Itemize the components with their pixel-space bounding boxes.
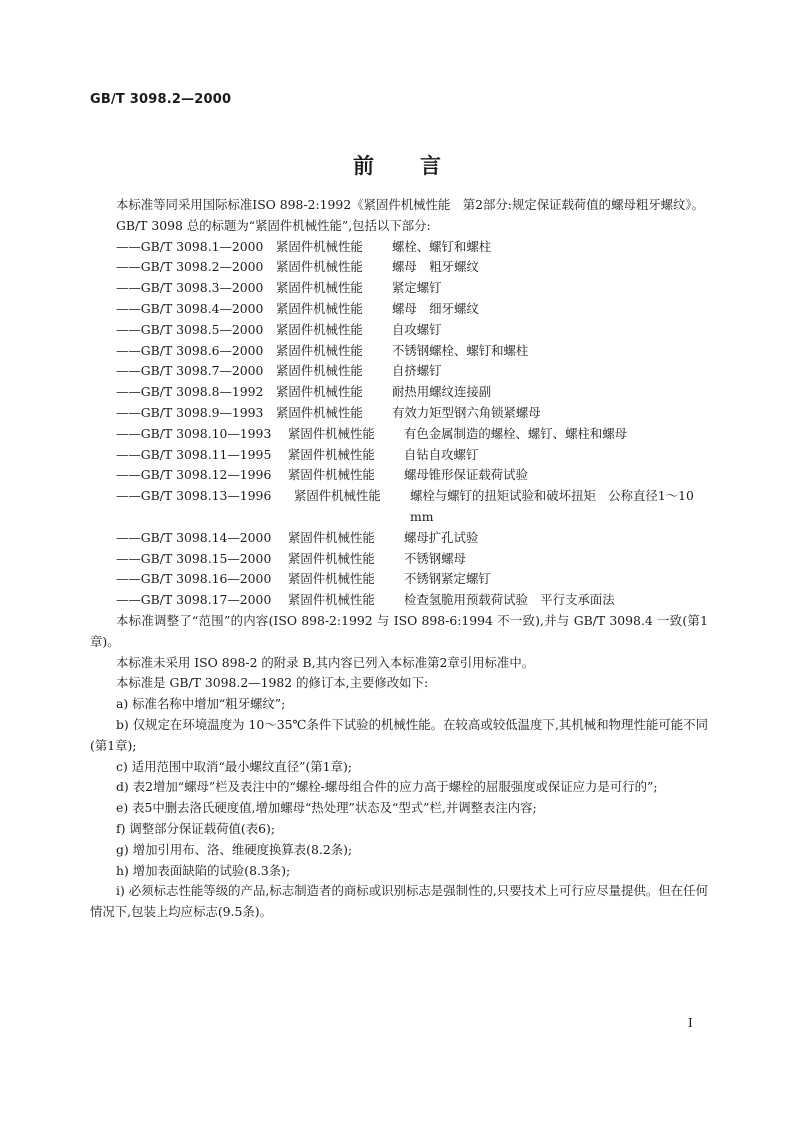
change-item: f) 调整部分保证载荷值(表6); <box>116 820 275 836</box>
part-title: 紧固件机械性能 <box>288 446 375 462</box>
part-title: 紧固件机械性能 <box>276 363 363 379</box>
part-subtitle: 耐热用螺纹连接副 <box>392 384 492 400</box>
part-title: 紧固件机械性能 <box>276 300 363 316</box>
part-title: 紧固件机械性能 <box>276 280 363 296</box>
list-item <box>90 237 708 258</box>
part-subtitle: 螺栓、螺钉和螺柱 <box>392 238 492 254</box>
part-subtitle: 自挤螺钉 <box>392 363 442 379</box>
list-item <box>90 299 708 320</box>
part-code: ——GB/T 3098.14—2000 <box>116 529 272 545</box>
list-item <box>90 403 708 424</box>
part-code: ——GB/T 3098.1—2000 <box>116 238 264 254</box>
part-title: 紧固件机械性能 <box>288 571 375 587</box>
scope-adjust-paragraph: 本标准调整了“范围”的内容(ISO 898-2:1992 与 ISO 898-6:1994 不一致),并与 GB/T 3098.4 一致(第1章)。 <box>90 612 708 649</box>
part-title: 紧固件机械性能 <box>288 550 375 566</box>
part-code: ——GB/T 3098.12—1996 <box>116 467 272 483</box>
list-item <box>90 590 708 611</box>
part-code: ——GB/T 3098.16—2000 <box>116 571 272 587</box>
part-title: 紧固件机械性能 <box>276 259 363 275</box>
part-subtitle: 螺母 粗牙螺纹 <box>392 259 479 275</box>
part-code: ——GB/T 3098.9—1993 <box>116 404 264 420</box>
standard-number-header: GB/T 3098.2—2000 <box>90 92 232 107</box>
part-title: 紧固件机械性能 <box>276 384 363 400</box>
part-code: ——GB/T 3098.2—2000 <box>116 259 264 275</box>
annex-note-paragraph: 本标准未采用 ISO 898-2 的附录 B,其内容已列入本标准第2章引用标准中。 <box>116 654 535 670</box>
list-item <box>90 549 708 570</box>
part-code: ——GB/T 3098.3—2000 <box>116 280 264 296</box>
list-item <box>90 528 708 549</box>
part-subtitle: 螺母扩孔试验 <box>404 529 479 545</box>
part-code: ——GB/T 3098.15—2000 <box>116 550 272 566</box>
change-item: c) 适用范围中取消“最小螺纹直径”(第1章); <box>116 758 352 774</box>
page-title <box>0 150 794 180</box>
part-title: 紧固件机械性能 <box>276 342 363 358</box>
part-subtitle: 不锈钢紧定螺钉 <box>404 571 491 587</box>
change-item: b) 仅规定在环境温度为 10～35℃条件下试验的机械性能。在较高或较低温度下,其机械和物理性能可能不同(第1章); <box>90 716 708 753</box>
list-item <box>90 382 708 403</box>
part-code: ——GB/T 3098.4—2000 <box>116 300 264 316</box>
part-subtitle: 螺母锥形保证载荷试验 <box>404 467 528 483</box>
part-subtitle: 自攻螺钉 <box>392 321 442 337</box>
part-subtitle: 自钻自攻螺钉 <box>404 446 479 462</box>
parts-list <box>90 237 708 611</box>
part-title: 紧固件机械性能 <box>276 238 363 254</box>
part-code: ——GB/T 3098.5—2000 <box>116 321 264 337</box>
change-item: g) 增加引用布、洛、维硬度换算表(8.2条); <box>116 841 353 857</box>
part-subtitle: 螺母 细牙螺纹 <box>392 300 479 316</box>
part-title: 紧固件机械性能 <box>288 425 375 441</box>
page-number: I <box>688 1016 693 1030</box>
title-char: 前 <box>353 154 374 178</box>
list-item <box>90 486 708 528</box>
part-title: 紧固件机械性能 <box>276 321 363 337</box>
part-title: 紧固件机械性能 <box>294 488 381 504</box>
part-code: ——GB/T 3098.7—2000 <box>116 363 264 379</box>
part-subtitle: 螺栓与螺钉的扭矩试验和破坏扭矩 公称直径1～10 mm <box>410 488 694 524</box>
parts-intro: GB/T 3098 总的标题为“紧固件机械性能”,包括以下部分: <box>116 217 431 233</box>
list-item <box>90 445 708 466</box>
part-code: ——GB/T 3098.17—2000 <box>116 592 272 608</box>
part-code: ——GB/T 3098.13—1996 <box>116 488 272 504</box>
list-item <box>90 320 708 341</box>
change-item: a) 标准名称中增加“粗牙螺纹”; <box>116 696 286 712</box>
part-title: 紧固件机械性能 <box>288 467 375 483</box>
foreword-body <box>90 195 708 923</box>
list-item <box>90 257 708 278</box>
part-subtitle: 检查氢脆用预载荷试验 平行支承面法 <box>404 592 615 608</box>
change-item: d) 表2增加“螺母”栏及表注中的“螺栓-螺母组合件的应力高于螺栓的屈服强度或保证应力是可行的”; <box>116 779 658 795</box>
part-subtitle: 有色金属制造的螺栓、螺钉、螺柱和螺母 <box>404 425 628 441</box>
change-item: e) 表5中删去洛氏硬度值,增加螺母“热处理”状态及“型式”栏,并调整表注内容; <box>116 800 537 816</box>
part-subtitle: 不锈钢螺母 <box>404 550 466 566</box>
change-item: i) 必须标志性能等级的产品,标志制造者的商标或识别标志是强制性的,只要技术上可行应尽量提供。但在任何情况下,包装上均应标志(9.5条)。 <box>90 883 708 920</box>
part-code: ——GB/T 3098.6—2000 <box>116 342 264 358</box>
part-title: 紧固件机械性能 <box>276 404 363 420</box>
revision-intro-paragraph: 本标准是 GB/T 3098.2—1982 的修订本,主要修改如下: <box>116 675 429 691</box>
part-code: ——GB/T 3098.10—1993 <box>116 425 272 441</box>
list-item <box>90 465 708 486</box>
list-item <box>90 569 708 590</box>
part-subtitle: 不锈钢螺栓、螺钉和螺柱 <box>392 342 529 358</box>
part-subtitle: 紧定螺钉 <box>392 280 442 296</box>
title-char: 言 <box>420 154 441 178</box>
list-item <box>90 341 708 362</box>
change-item: h) 增加表面缺陷的试验(8.3条); <box>116 862 291 878</box>
part-title: 紧固件机械性能 <box>288 592 375 608</box>
part-title: 紧固件机械性能 <box>288 529 375 545</box>
part-subtitle: 有效力矩型钢六角锁紧螺母 <box>392 404 541 420</box>
intro-paragraph: 本标准等同采用国际标准ISO 898-2:1992《紧固件机械性能 第2部分:规定保证载荷值的螺母粗牙螺纹》。 <box>116 197 704 212</box>
list-item <box>90 361 708 382</box>
list-item <box>90 278 708 299</box>
part-code: ——GB/T 3098.8—1992 <box>116 384 264 400</box>
part-code: ——GB/T 3098.11—1995 <box>116 446 272 462</box>
list-item <box>90 424 708 445</box>
